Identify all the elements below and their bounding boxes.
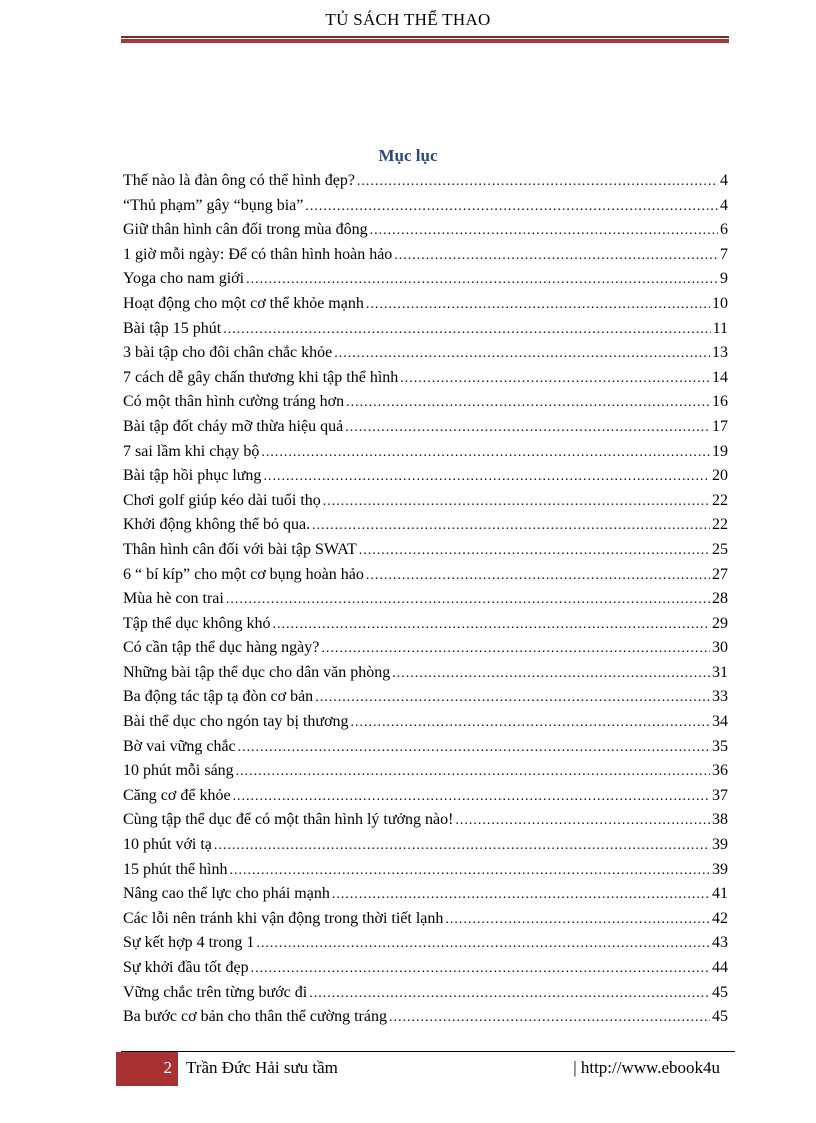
toc-entry-title: 3 bài tập cho đôi chân chắc khỏe — [123, 344, 333, 362]
toc-dot-leader — [251, 957, 710, 982]
toc-entry-title: Yoga cho nam giới — [123, 270, 245, 288]
toc-dot-leader — [312, 514, 710, 539]
toc-entry-title: Có cần tập thể dục hàng ngày? — [123, 639, 320, 657]
toc-entry-page: 17 — [712, 417, 728, 435]
toc-entry[interactable] — [123, 440, 728, 465]
toc-entry-page: 11 — [712, 319, 728, 337]
toc-entry-title: Tập thể dục không khó — [123, 614, 271, 632]
toc-entry-title: Bài tập hồi phục lưng — [123, 467, 262, 485]
toc-entry-page: 6 — [720, 221, 728, 239]
toc-dot-leader — [309, 982, 710, 1007]
toc-dot-leader — [394, 244, 718, 269]
toc-entry-page: 39 — [712, 860, 728, 878]
toc-entry-title: Ba động tác tập tạ đòn cơ bản — [123, 688, 314, 706]
toc-entry-title: “Thủ phạm” gây “bụng bia” — [123, 196, 304, 214]
toc-entry-page: 31 — [712, 663, 728, 681]
toc-entry-title: Mùa hè con trai — [123, 590, 224, 608]
toc-entry-page: 7 — [720, 245, 728, 263]
toc-entry-title: Bài tập 15 phút — [123, 319, 222, 337]
toc-entry-title: 6 “ bí kíp” cho một cơ bụng hoàn hảo — [123, 565, 364, 583]
toc-dot-leader — [226, 588, 710, 613]
toc-entry[interactable] — [123, 808, 728, 833]
toc-entry[interactable] — [123, 759, 728, 784]
footer-url[interactable]: | http://www.ebook4u — [573, 1058, 720, 1077]
toc-dot-leader — [236, 760, 710, 785]
toc-dot-leader — [233, 785, 710, 810]
toc-entry-title: 10 phút mỗi sáng — [123, 762, 234, 780]
toc-entry-page: 39 — [712, 836, 728, 854]
toc-entry[interactable] — [123, 661, 728, 686]
toc-entry-title: 7 sai lầm khi chạy bộ — [123, 442, 260, 460]
toc-entry-page: 19 — [712, 442, 728, 460]
toc-entry[interactable] — [123, 907, 728, 932]
toc-entry-title: Sự khởi đầu tốt đẹp — [123, 959, 249, 976]
toc-entry-title: Cùng tập thể dục để có một thân hình lý tưởng nào! — [123, 811, 454, 829]
toc-entry-page: 35 — [712, 737, 728, 755]
toc-dot-leader — [346, 391, 710, 416]
toc-entry-title: Thân hình cân đối với bài tập SWAT — [123, 540, 357, 558]
toc-entry-page: 14 — [712, 368, 728, 386]
toc-dot-leader — [334, 342, 710, 367]
toc-entry-page: 44 — [712, 959, 728, 976]
toc-entry[interactable] — [123, 956, 728, 981]
footer-rule — [121, 1051, 735, 1052]
toc-entry-title: Sự kết hợp 4 trong 1 — [123, 934, 255, 952]
toc-entry[interactable] — [123, 636, 728, 661]
toc-dot-leader — [366, 564, 710, 589]
toc-entry-page: 28 — [712, 590, 728, 608]
toc-entry-page: 29 — [712, 614, 728, 632]
toc-entry[interactable] — [123, 390, 728, 415]
toc-dot-leader — [323, 490, 710, 515]
toc-entry[interactable] — [123, 194, 728, 219]
toc-entry-title: 7 cách dễ gây chấn thương khi tập thể hình — [123, 368, 399, 386]
toc-entry-page: 45 — [712, 1008, 728, 1026]
toc-dot-leader — [389, 1006, 710, 1031]
toc-dot-leader — [305, 195, 718, 220]
toc-entry-title: Nâng cao thể lực cho phái mạnh — [123, 885, 330, 903]
toc-entry[interactable] — [123, 685, 728, 710]
toc-dot-leader — [332, 883, 710, 908]
toc-entry[interactable] — [123, 538, 728, 563]
toc-entry-page: 37 — [712, 786, 728, 804]
toc-dot-leader — [321, 637, 710, 662]
toc-dot-leader — [445, 908, 710, 933]
toc-entry-title: Khởi động không thể bỏ qua. — [123, 516, 311, 534]
footer-author: Trần Đức Hải sưu tầm — [186, 1058, 338, 1077]
toc-entry[interactable] — [123, 267, 728, 292]
toc-entry-title: Bài tập đốt cháy mỡ thừa hiệu quả — [123, 417, 344, 435]
toc-dot-leader — [392, 662, 710, 687]
toc-entry-title: Bài thể dục cho ngón tay bị thương — [123, 713, 349, 731]
toc-entry-page: 42 — [712, 909, 728, 927]
toc-entry-page: 41 — [712, 885, 728, 903]
toc-entry[interactable] — [123, 784, 728, 809]
toc-dot-leader — [455, 809, 710, 834]
toc-entry-title: Căng cơ để khỏe — [123, 786, 231, 804]
toc-entry-title: Những bài tập thể dục cho dân văn phòng — [123, 663, 391, 681]
toc-entry-page: 4 — [720, 196, 728, 214]
toc-entry[interactable] — [123, 366, 728, 391]
toc-entry[interactable] — [123, 735, 728, 760]
toc-entry[interactable] — [123, 833, 728, 858]
toc-entry[interactable] — [123, 931, 728, 956]
toc-entry[interactable] — [123, 1005, 728, 1030]
toc-entry-page: 10 — [712, 294, 728, 312]
toc-entry-title: Bờ vai vững chắc — [123, 737, 236, 755]
toc-dot-leader — [400, 367, 710, 392]
toc-list — [123, 169, 728, 1030]
header-rule-thin — [121, 36, 729, 38]
toc-entry-title: 1 giờ mỗi ngày: Để có thân hình hoàn hảo — [123, 245, 393, 263]
toc-entry-page: 33 — [712, 688, 728, 706]
toc-dot-leader — [366, 293, 710, 318]
toc-entry[interactable] — [123, 415, 728, 440]
toc-dot-leader — [345, 416, 710, 441]
toc-entry[interactable] — [123, 464, 728, 489]
toc-dot-leader — [370, 219, 718, 244]
toc-dot-leader — [359, 539, 710, 564]
toc-entry-page: 25 — [712, 540, 728, 558]
toc-entry-title: Các lỗi nên tránh khi vận động trong thời tiết lạnh — [123, 909, 444, 927]
toc-heading: Mục lục — [378, 146, 438, 165]
toc-entry-page: 9 — [720, 270, 728, 288]
toc-entry[interactable] — [123, 612, 728, 637]
toc-entry-page: 13 — [712, 344, 728, 362]
toc-entry[interactable] — [123, 563, 728, 588]
toc-dot-leader — [223, 318, 710, 343]
toc-dot-leader — [229, 859, 710, 884]
toc-dot-leader — [315, 686, 710, 711]
toc-entry-page: 45 — [712, 983, 728, 1001]
toc-entry[interactable] — [123, 513, 728, 538]
toc-entry[interactable] — [123, 858, 728, 883]
toc-entry-page: 22 — [712, 516, 728, 534]
toc-entry[interactable] — [123, 341, 728, 366]
toc-entry[interactable] — [123, 981, 728, 1006]
toc-entry-title: Ba bước cơ bản cho thân thể cường tráng — [123, 1008, 387, 1026]
toc-entry[interactable] — [123, 317, 728, 342]
toc-entry-page: 27 — [712, 565, 728, 583]
toc-dot-leader — [273, 613, 710, 638]
toc-entry[interactable] — [123, 292, 728, 317]
toc-entry-page: 16 — [712, 393, 728, 411]
toc-entry-title: Hoạt động cho một cơ thể khỏe mạnh — [123, 294, 364, 312]
toc-entry[interactable] — [123, 169, 728, 194]
toc-entry-page: 22 — [712, 491, 728, 509]
toc-dot-leader — [238, 736, 710, 761]
header-rule-thick — [121, 39, 729, 43]
toc-dot-leader — [214, 834, 710, 859]
toc-entry-title: 15 phút thể hình — [123, 860, 228, 878]
toc-entry[interactable] — [123, 710, 728, 735]
toc-entry-page: 43 — [712, 934, 728, 952]
toc-dot-leader — [261, 441, 710, 466]
toc-dot-leader — [246, 268, 718, 293]
toc-entry-title: Chơi golf giúp kéo dài tuổi thọ — [123, 491, 321, 509]
toc-entry[interactable] — [123, 489, 728, 514]
toc-dot-leader — [357, 170, 718, 195]
toc-entry-title: Thế nào là đàn ông có thể hình đẹp? — [123, 172, 355, 189]
toc-entry[interactable] — [123, 587, 728, 612]
toc-dot-leader — [256, 932, 710, 957]
toc-entry-page: 36 — [712, 762, 728, 780]
toc-entry-title: Vững chắc trên từng bước đi — [123, 983, 308, 1001]
toc-dot-leader — [263, 465, 710, 490]
toc-entry-page: 4 — [720, 172, 728, 189]
toc-entry[interactable] — [123, 218, 728, 243]
toc-entry-page: 34 — [712, 713, 728, 731]
toc-dot-leader — [351, 711, 710, 736]
toc-entry-page: 20 — [712, 467, 728, 485]
toc-entry-title: 10 phút với tạ — [123, 836, 212, 854]
toc-entry-title: Có một thân hình cường tráng hơn — [123, 393, 345, 411]
toc-entry-page: 38 — [712, 811, 728, 829]
toc-entry[interactable] — [123, 243, 728, 268]
running-header-title: TỦ SÁCH THỂ THAO — [325, 10, 491, 29]
toc-entry-title: Giữ thân hình cân đối trong mùa đông — [123, 221, 368, 239]
toc-entry[interactable] — [123, 882, 728, 907]
toc-entry-page: 30 — [712, 639, 728, 657]
footer-page-number: 2 — [163, 1058, 172, 1077]
